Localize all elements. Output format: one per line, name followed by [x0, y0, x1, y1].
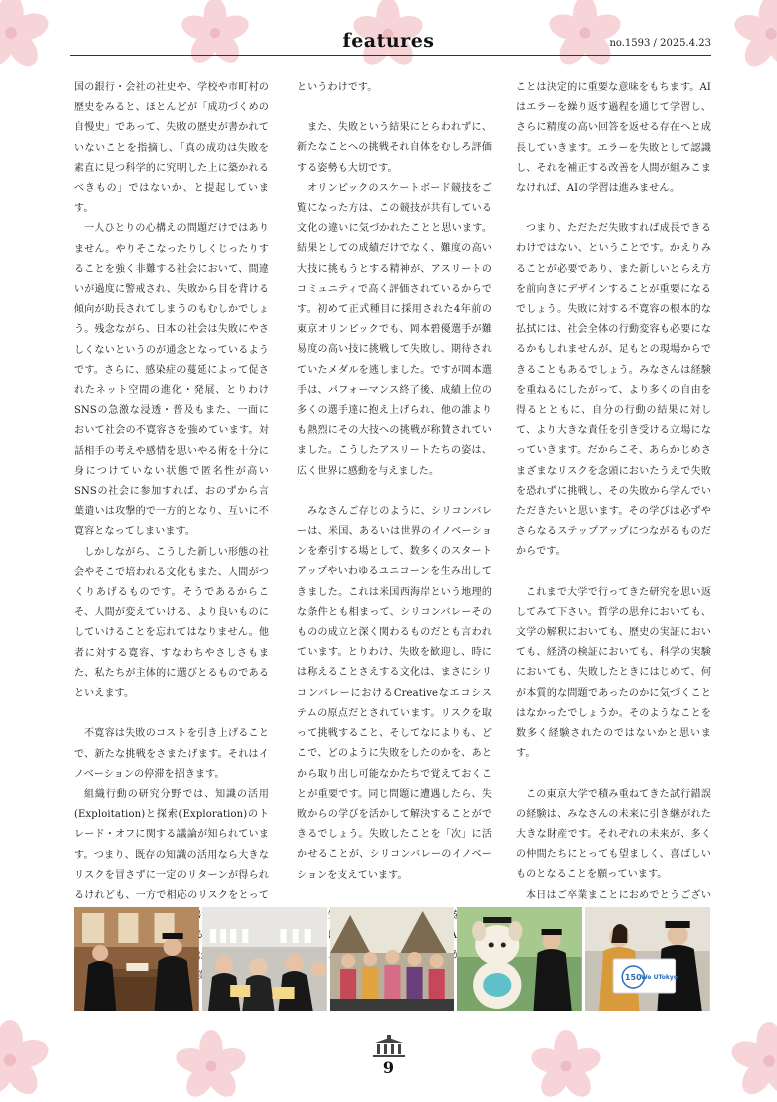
paragraph-gap — [297, 482, 492, 502]
header-rule — [70, 55, 711, 56]
section-title: features — [342, 30, 435, 52]
page-number: 9 — [382, 1058, 395, 1077]
paragraph: 本日はご卒業まことにおめでとうござい — [526, 889, 711, 901]
paragraph: しかしながら、こうした新しい形態の社会やそこで培われる文化もまた、人間がつくりあげるものです。そうであるからこそ、人間が変えていける、より良いものにしていけることを忘れてはなりません。他者に対する寛容、すなわちやさしさもまた、私たちが主体的に選びとるものであるといえます。 — [74, 546, 269, 700]
photo-mascot-with-graduate — [457, 907, 582, 1011]
photo-diploma-ceremony — [74, 907, 199, 1011]
paragraph: 国の銀行・会社の社史や、学校や市町村の歴史をみると、ほとんどが「成功づくめの自慢史」であって、失敗の歴史が書かれていないことを指摘し、「真の成功は失敗を素直に見つ科学的に究明した上に築かれるべきもの」ではないか、と提起しています。 — [74, 82, 269, 215]
paragraph: これまで大学で行ってきた研究を思い返してみて下さい。哲学の思弁においても、文学の解釈においても、歴史の実証においても、経済の検証においても、科学の実験においても、失敗したときにはじめて、何が本質的な問題であったのかに気づくことはなかったでしょうか。そのようなことを数多く経験されたのではないかと思います。 — [516, 586, 711, 760]
paragraph: みなさんご存じのように、シリコンバレーは、米国、あるいは世界のイノベーションを牽引する場として、数多くのスタートアップやいわゆるユニコーンを生み出してきました。これは米国西海岸という地理的な条件とも相まって、シリコンバレーそのものの成立と深く関わるものだとも言われています。とりわけ、失敗を歓迎し、時には称えることさえする文化は、まさにシリコンバレーにおけるCreativeなエコシステムの原点だとされています。リスクを取って挑戦すること、そしてなによりも、どこで、どのように失敗をしたのかを、あとから取り出し可能なかたちで覚えておくことが重要です。同じ問題に遭遇したら、失敗からの学びを活かして解決することができるでしょう。失敗したことを「次」に活かせることが、シリコンバレーのイノベーションを支えています。 — [297, 505, 492, 881]
photo-strip — [74, 907, 710, 1011]
text-column-2 — [297, 78, 492, 987]
university-emblem-icon — [369, 1035, 409, 1059]
paragraph-gap — [516, 563, 711, 583]
text-column-3 — [516, 78, 711, 926]
paragraph-gap — [516, 199, 711, 219]
paragraph: この東京大学で積み重ねてきた試行錯誤の経験は、みなさんの未来に引き継がれた大きな財産です。それぞれの未来が、多くの仲間たちにとっても望ましく、喜ばしいものとなることを願っています。 — [516, 788, 711, 881]
paragraph-gap — [74, 704, 269, 724]
paragraph: つまり、ただただ失敗すれば成長できるわけではない、ということです。かえりみることが必要であり、また新しいとらえ方を前向きにデザインすることが重要になるでしょう。失敗に対する不寛容の根本的な払拭には、社会全体の行動変容も必要になるかもしれませんが、足もとの現場からできることもあるでしょう。みなさんは経験を重ねるにしたがって、より多くの自由を得るとともに、自分の行動の結果に対して、より大きな責任を引き受ける立場になっていきます。だからこそ、あらかじめさまざまなリスクを念頭においたうえで失敗を恐れずに挑戦し、その失敗から学んでいただきたいと思います。その学びは必ずやさらなるステップアップにつながるものだからです。 — [516, 223, 711, 558]
paragraph: また、失敗という結果にとらわれずに、新たなことへの挑戦それ自体をむしろ評価する姿勢も大切です。 — [297, 122, 492, 174]
paragraph: ことは決定的に重要な意味をもちます。AIはエラーを繰り返す過程を通じて学習し、さらに精度の高い回答を返せる存在へと成長していきます。エラーを失敗として認識し、それを補正する改善を人間が組みこまなければ、AIの学習は進みません。 — [516, 82, 711, 195]
paragraph: 一人ひとりの心構えの問題だけではありません。やりそこなったりしくじったりすることを強く非難する社会において、間違いが過度に警戒され、失敗から目を背ける傾向が助長されてしまうのもむしかでしょう。残念ながら、日本の社会は失敗にやさしくないというのが通念となっているようです。さらに、感染症の蔓延によって促されたネット空間の進化・発展、とりわけSNSの急激な浸透・普及もまた、一面において社会の不寛容さを強めています。対話相手の考えや感情を思いやる術を十分に身につけていない状態で匿名性が高いSNSの社会に参加すれば、おのずから言葉遣いは攻撃的で一方的となり、互いに不寛容となってしまいます。 — [74, 223, 269, 538]
paragraph-gap — [516, 765, 711, 785]
paragraph-gap — [297, 98, 492, 118]
paragraph: 組織行動の研究分野では、知識の活用(Exploitation)と探索(Exploration)のトレード・オフに関する議論が知られています。つまり、既存の知識の活用なら大きなリスクを冒さずに一定のリターンが得られるけれども、一方で相応のリスクをとって る — [74, 788, 269, 942]
paragraph: オリンピックのスケートボード競技をご覧になった方は、この競技が共有している文化の違いに気づかれたことと思います。結果としての成績だけでなく、難度の高い大技に挑もうとする精神が、アスリートのコミュニティで高く評価されているからです。初めて正式種目に採用された4年前の東京オリンピックでも、岡本碧優選手が難易度の高い技に挑戦して失敗し、期待されていたメダルを逃しました。ですが岡本選手は、パフォーマンス終了後、成績上位の多くの選手達に抱え上げられ、他の誰よりも熱烈にその大技への挑戦が称賛されていました。こうしたアスリートたちの姿は、広く世界に感動を与えました。 — [297, 182, 492, 477]
paragraph: 不寛容は失敗のコストを引き上げることで、新たな挑戦をさまたげます。それはイノベーションの停滞を招きます。 — [74, 728, 269, 780]
sign-150: 150 — [625, 973, 642, 982]
paragraph-gap — [297, 886, 492, 906]
photo-students-in-kimono — [330, 907, 455, 1011]
sign-brand: We UTokyo — [641, 974, 679, 981]
photo-graduates-reading — [202, 907, 327, 1011]
issue-number-date: no.1593 / 2025.4.23 — [609, 38, 711, 49]
photo-graduates-with-150th-sign — [585, 907, 710, 1011]
text-column-1 — [74, 78, 269, 1007]
paragraph: というわけです。 — [297, 82, 378, 93]
